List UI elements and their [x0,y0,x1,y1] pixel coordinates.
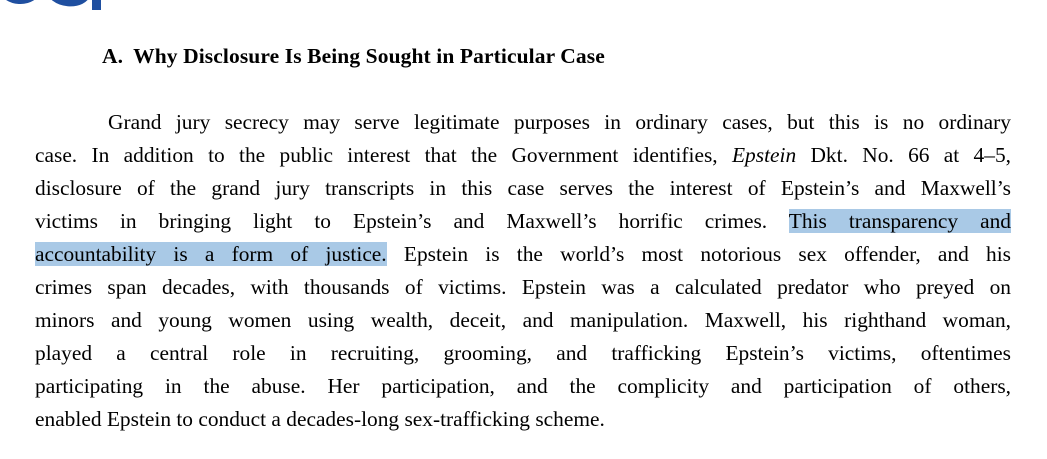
highlighted-text: This transparency and [788,209,1011,233]
paragraph-line: victims in bringing light to Epstein’s and Maxwell’s horrific crimes. This transparency and [35,209,1011,233]
paragraph-line: minors and young women using wealth, deceit, and manipulation. Maxwell, his righthand woman, [35,308,1011,332]
section-title: Why Disclosure Is Being Sought in Particular Case [133,44,605,68]
body-paragraph [35,106,1011,436]
section-heading [102,44,605,69]
logo-fragment [0,0,106,14]
case-name: Epstein [731,143,797,167]
highlighted-text: accountability is a form of justice. [35,242,387,266]
paragraph-line: participating in the abuse. Her participation, and the complicity and participation of others, [35,374,1011,398]
paragraph-line: disclosure of the grand jury transcripts in this case serves the interest of Epstein’s and Maxwell’s [35,176,1011,200]
paragraph-line: crimes span decades, with thousands of victims. Epstein was a calculated predator who preyed on [35,275,1011,299]
paragraph-line: played a central role in recruiting, grooming, and trafficking Epstein’s victims, oftentimes [35,341,1011,365]
paragraph-line: accountability is a form of justice. Epstein is the world’s most notorious sex offender, and his [35,242,1011,266]
section-label: A. [102,44,124,68]
logo-letters-icon [0,0,106,14]
paragraph-line: enabled Epstein to conduct a decades-long sex-trafficking scheme. [35,407,605,431]
paragraph-line: Grand jury secrecy may serve legitimate purposes in ordinary cases, but this is no ordinary [108,110,1011,134]
paragraph-line: case. In addition to the public interest that the Government identifies, Epstein Dkt. No. 66 at 4–5, [35,143,1011,167]
